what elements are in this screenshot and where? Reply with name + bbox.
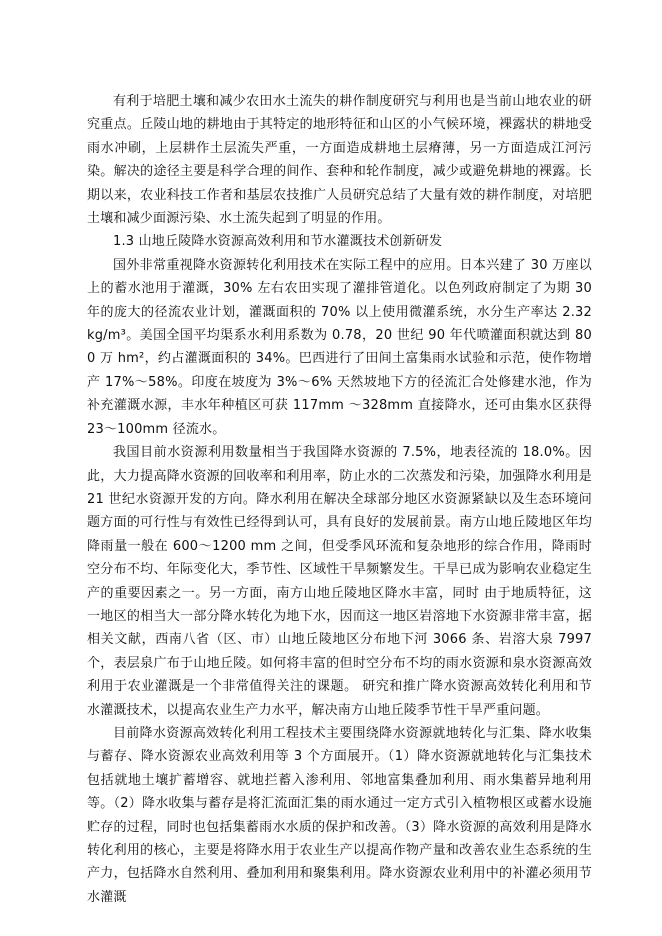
section-heading: 1.3 山地丘陵降水资源高效利用和节水灌溉技术创新研发 (113, 234, 443, 250)
paragraph-domestic-status: 我国目前水资源利用数量相当于我国降水资源的 7.5%，地表径流的 18.0%。因此，大力提高降水资源的回收率和利用率，防止水的二次蒸发和污染，加强降水利用是 21 世纪水资源开发的方向。降水利用在解决全球部分地区水资源紧缺以及生态环境问题方面的可行性与有效性已经得到认可，具有良好的发展前景。南方山地丘陵地区年均降雨量一般在 600～1200 mm 之间，但受季风环流和复杂地形的综合作用，降雨时空分布不均、年际变化大，季节性、区域性干旱频繁发生。干旱已成为影响农业稳定生产的重要因素之一。另一方面，南方山地丘陵地区降水丰富，同时 由于地质特征，这一地区的相当大一部分降水转化为地下水，因而这一地区岩溶地下水资源非常丰富，据相关文献，西南八省（区、市）山地丘陵地区分布地下河 3066 条、岩溶大泉 7997 个，表层泉广布于山地丘陵。如何将丰富的但时空分布不均的雨水资源和泉水资源高效利用于农业灌溉是一个非常值得关注的课题。 研究和推广降水资源高效转化利用和节水灌溉技术，以提高农业生产力水平，解决南方山地丘陵季节性干旱严重问题。 (87, 445, 592, 718)
paragraph-technology: 目前降水资源高效转化利用工程技术主要围绕降水资源就地转化与汇集、降水收集与蓄存、降水资源农业高效利用等 3 个方面展开。（1）降水资源就地转化与汇集技术包括就地土壤扩蓄增容、就地拦蓄入渗利用、邻地富集叠加利用、雨水集蓄异地利用等。（2）降水收集与蓄存是将汇流面汇集的雨水通过一定方式引入植物根区或蓄水设施贮存的过程，同时也包括集蓄雨水水质的保护和改善。（3）降水资源的高效利用是降水转化利用的核心，主要是将降水用于农业生产以提高作物产量和改善农业生态系统的生产力，包括降水自然利用、叠加利用和聚集利用。降水资源农业利用中的补灌必须用节水灌溉 (87, 725, 592, 905)
document-body (87, 90, 592, 909)
paragraph-tillage: 有利于培肥土壤和减少农田水土流失的耕作制度研究与利用也是当前山地农业的研究重点。丘陵山地的耕地由于其特定的地形特征和山区的小气候环境，裸露状的耕地受雨水冲刷，上层耕作土层流失严重，一方面造成耕地土层瘠薄，另一方面造成江河污染。解决的途径主要是科学合理的间作、套种和轮作制度，减少或避免耕地的裸露。长期以来，农业科技工作者和基层农技推广人员研究总结了大量有效的耕作制度，对培肥土壤和减少面源污染、水土流失起到了明显的作用。 (87, 94, 592, 227)
paragraph-foreign-practice: 国外非常重视降水资源转化利用技术在实际工程中的应用。日本兴建了 30 万座以上的蓄水池用于灌溉，30% 左右农田实现了灌排管道化。以色列政府制定了为期 30 年的庞大的径流农业计划，灌溉面积的 70% 以上使用微灌系统，水分生产率达 2.32 kg/m³。美国全国平均渠系水利用系数为 0.78，20 世纪 90 年代喷灌面积就达到 800 万 hm²，约占灌溉面积的 34%。巴西进行了田间土富集雨水试验和示范，使作物增产 17%～58%。印度在坡度为 3%～6% 天然坡地下方的径流汇合处修建水池，作为补充灌溉水源，丰水年种植区可获 117mm ～328mm 直接降水，还可由集水区获得 23～100mm 径流水。 (87, 257, 592, 437)
